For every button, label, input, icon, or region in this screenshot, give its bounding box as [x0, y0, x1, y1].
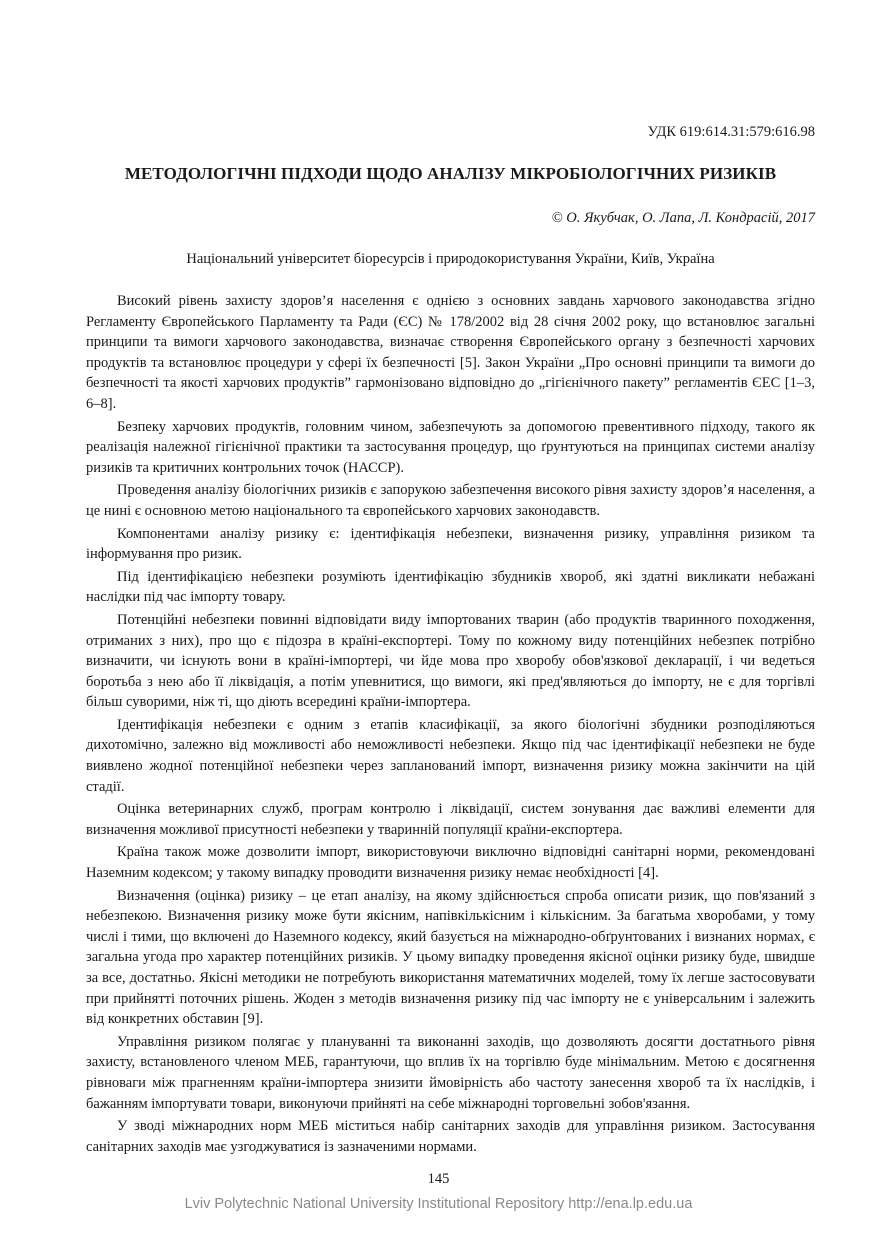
body-paragraph: Під ідентифікацією небезпеки розуміють ідентифікацію збудників хвороб, які здатні викликати небажані наслідки під час імпорту товару. — [86, 568, 815, 606]
page-number: 145 — [427, 1171, 450, 1187]
article-authors: © О. Якубчак, О. Лапа, Л. Кондрасій, 2017 — [551, 210, 815, 226]
body-paragraph: Безпеку харчових продуктів, головним чином, забезпечують за допомогою превентивного підходу, такого як реалізація належної гігієнічної практики та застосування процедур, що ґрунтуються на принципах системи аналізу ризиків та критичних контрольних точок (НАССР). — [86, 418, 815, 476]
body-paragraph: Компонентами аналізу ризику є: ідентифікація небезпеки, визначення ризику, управління ризиком та інформування про ризик. — [86, 525, 815, 563]
body-paragraph: Оцінка ветеринарних служб, програм контролю і ліквідації, систем зонування дає важливі елементи для визначення можливої присутності небезпеки у тваринній популяції країни-експортера. — [86, 801, 815, 838]
body-paragraph: У зводі міжнародних норм МЕБ міститься набір санітарних заходів для управління ризиком. Застосування санітарних заходів має узгоджуватися із зазначеними нормами. — [86, 1118, 815, 1155]
author-affiliation: Національний університет біоресурсів і природокористування України, Київ, Україна — [186, 251, 715, 267]
body-paragraph: Визначення (оцінка) ризику – це етап аналізу, на якому здійснюється спроба описати ризик, що пов'язаний з небезпекою. Визначення ризику може бути якісним, напівкількісним і кількісним. За багатьма хворобами, у тому числі і тими, що включені до Наземного кодексу, який базується на міжнародно-обґрунтованих і визнаних нормах, є загальна угода про характер потенційних ризиків. У цьому випадку проведення якісної оцінки ризику буде, швидше за все, достатньо. Якісні методики не потребують використання математичних моделей, тому їх легше застосовувати при прийнятті поточних рішень. Жоден з методів визначення ризику під час імпорту не є універсальним і залежить від конкретних обставин [9]. — [86, 887, 815, 1028]
body-paragraph: Ідентифікація небезпеки є одним з етапів класифікації, за якого біологічні збудники розподіляються дихотомічно, залежно від можливості або неможливості небезпеки. Якщо під час ідентифікації небезпеки не буде виявлено жодної потенційної небезпеки через запланований імпорт, визначення ризику можна закінчити на цій стадії. — [86, 716, 815, 795]
body-paragraph: Управління ризиком полягає у плануванні та виконанні заходів, що дозволяють досягти достатнього рівня захисту, встановленого членом МЕБ, гарантуючи, що вплив їх на торгівлю буде мінімальним. Метою є досягнення рівноваги між прагненням країни-імпортера знизити ймовірність або частоту занесення хвороб та їх наслідків, і бажанням імпортувати товари, виконуючи прийняті на себе міжнародні торговельні зобов'язання. — [86, 1033, 815, 1112]
body-paragraph: Потенційні небезпеки повинні відповідати виду імпортованих тварин (або продуктів тваринного походження, отриманих з них), про що є підозра в країні-експортері. Тому по кожному виду потенційних небезпек потрібно визначити, чи існують вони в країні-імпортері, чи йде мова про хворобу обов'язкової декларації, і чи ведеться боротьба з нею або її ліквідація, а потім упевнитися, що вимоги, які пред'являються до імпорту, не є для торгівлі більш суворими, ніж ті, що діють всередині країни-імпортера. — [86, 611, 815, 711]
repository-footer: Lviv Polytechnic National University Institutional Repository http://ena.lp.edu.ua — [184, 1196, 693, 1212]
body-paragraph: Проведення аналізу біологічних ризиків є запорукою забезпечення високого рівня захисту здоров’я населення, а це нині є основною метою національного та європейського харчових законодавств. — [86, 482, 815, 519]
body-paragraph: Високий рівень захисту здоров’я населення є однією з основних завдань харчового законодавства згідно Регламенту Європейського Парламенту та Ради (ЄС) № 178/2002 від 28 січня 2002 року, що встановлює загальні принципи та вимоги харчового законодавства, визначає створення Європейського органу з безпечності харчових продуктів та встановлює процедури у сфері їх безпечності [5]. Закон України „Про основні принципи та вимоги до безпечності та якості харчових продуктів” гармонізовано відповідно до „гігієнічного пакету” регламентів ЄЕС [1–3, 6–8]. — [86, 293, 815, 412]
article-body — [86, 291, 815, 1159]
udc-code: УДК 619:614.31:579:616.98 — [647, 124, 815, 140]
body-paragraph: Країна також може дозволити імпорт, використовуючи виключно відповідні санітарні норми, рекомендовані Наземним кодексом; у такому випадку проводити визначення ризику немає необхідності [4]. — [86, 844, 815, 882]
article-title: МЕТОДОЛОГІЧНІ ПІДХОДИ ЩОДО АНАЛІЗУ МІКРОБІОЛОГІЧНИХ РИЗИКІВ — [124, 164, 777, 183]
